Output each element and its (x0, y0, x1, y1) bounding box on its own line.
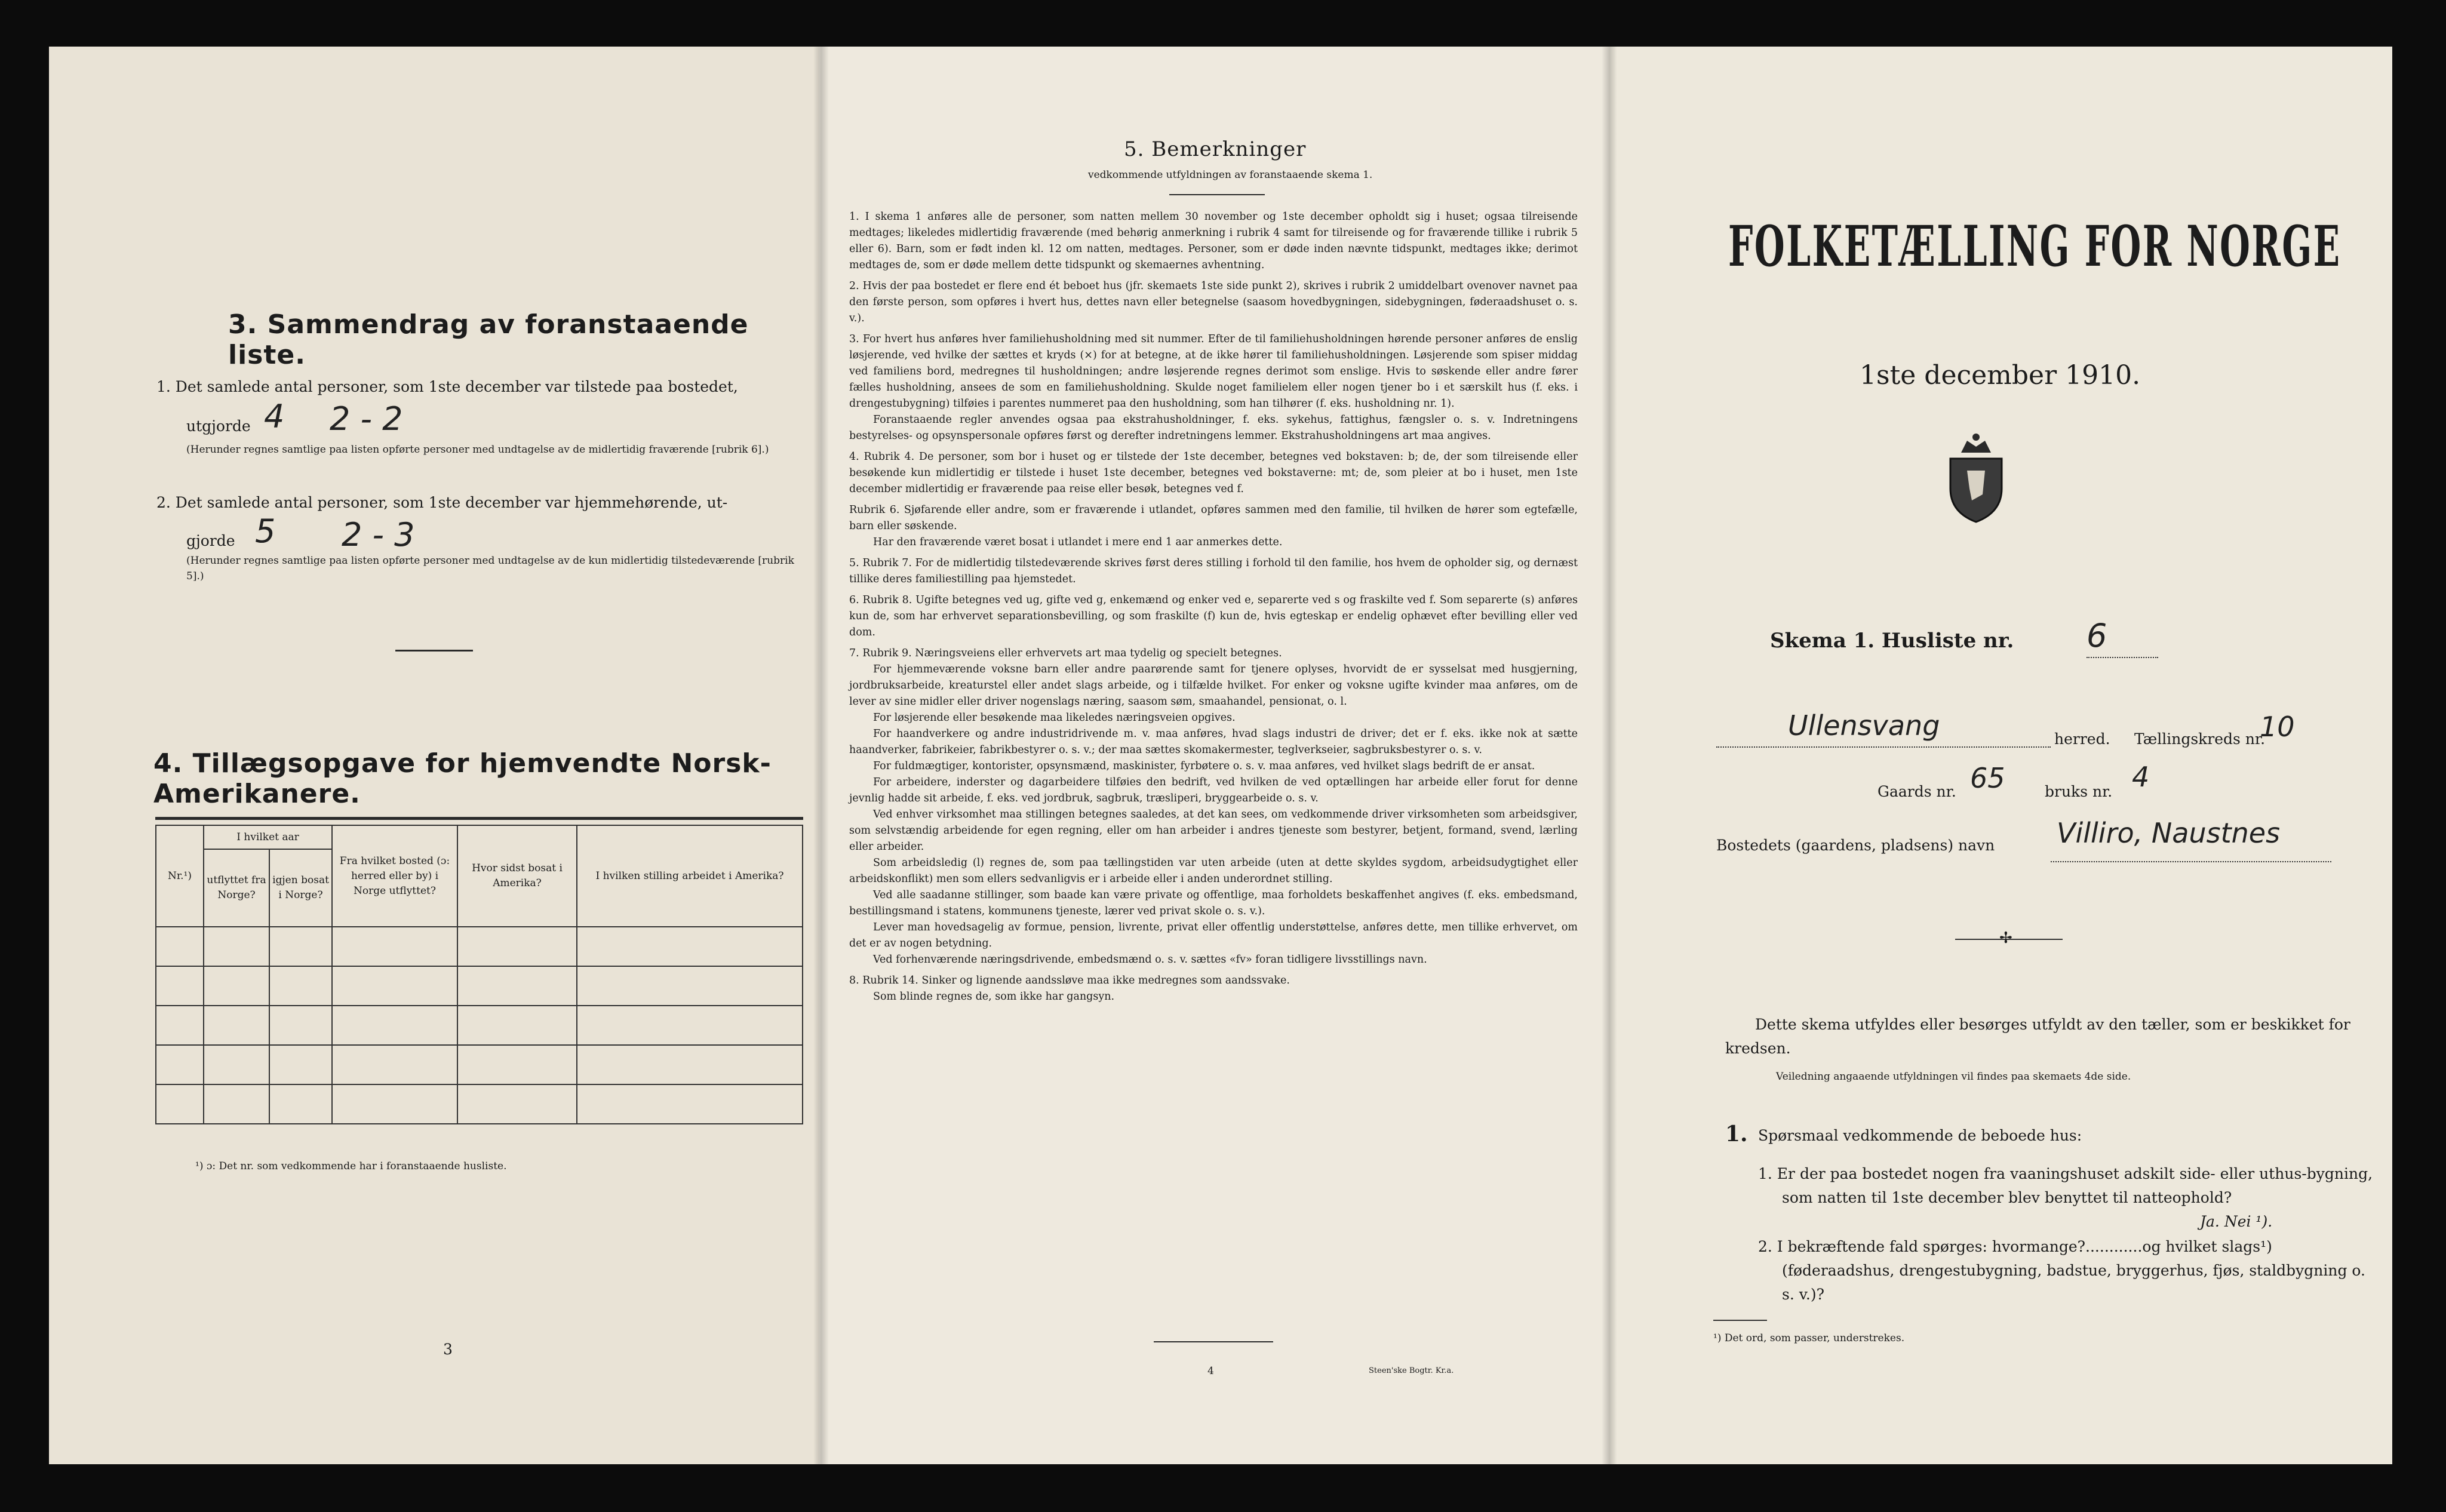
husliste-nr: 6 (2087, 617, 2107, 654)
table-row (156, 966, 803, 1006)
bosted-label: Bostedets (gaardens, pladsens) navn (1716, 837, 1995, 854)
remark-7c: For løsjerende eller besøkende maa likeledes næringsveien opgives. (873, 712, 1236, 724)
herred-line (1716, 746, 2051, 748)
remark-6: 6. Rubrik 8. Ugifte betegnes ved ug, gifte ved g, enkemænd og enker ved e, separerte ved s og fraskilte ved f. Som separerte (s) anføres kun de, som har erhvervet separationsbevilling, og som fraskilte (f) kun de, hvis egteskap er endelig ophævet efter bevilling eller ved dom. (849, 594, 1578, 638)
remark-7d: For haandverkere og andre industridrivende m. v. maa anføres, hvad slags industri de driver; det er f. eks. ikke nok at sætte haandverker, fabrikeier, fabrikbestyrer o. s. v.; der maa sættes skomakermester, teglverkseier, sagbruksbestyrer o. s. v. (849, 728, 1578, 756)
page-fold (813, 47, 829, 1464)
skema-label: Skema 1. Husliste nr. (1770, 629, 2014, 653)
remarks-heading: 5. Bemerkninger (1124, 137, 1307, 161)
bruks-label: bruks nr. (2045, 783, 2113, 800)
kreds-nr: 10 (2260, 711, 2295, 743)
section3-title: 3. Sammendrag av foranstaaende liste. (228, 309, 749, 370)
table-row (156, 1006, 803, 1045)
remark-5: 5. Rubrik 7. For de midlertidig tilstedeværende skrives først deres stilling i forhold til den familie, hos hvem de opholder sig, og dernæst tillike deres familiestilling paa hjemstedet. (849, 557, 1578, 585)
kreds-label: Tællingskreds nr. (2134, 730, 2266, 748)
question-2: 2. I bekræftende fald spørges: hvormange?............og hvilket slags¹) (føderaadshus, drengestubygning, badstue, bryggerhus, fjøs, staldbygning o. s. v.)? (1758, 1238, 2365, 1303)
item1-note: (Herunder regnes samtlige paa listen opførte personer med undtagelse av de midlertidig fraværende [rubrik 6].) (186, 444, 769, 456)
herred-label: herred. (2054, 730, 2110, 748)
question-1-answer: Ja. Nei ¹). (2200, 1213, 2273, 1230)
coat-of-arms-icon (1943, 429, 2009, 524)
remark-7b: For hjemmeværende voksne barn eller andre paarørende samt for tjenere oplyses, hvorvidt de er sysselsat med husgjerning, jordbruksarbeide, kreaturstel eller andet slags arbeide, og i tilfælde hvilket. For enker og voksne ugifte kvinder maa anføres, om de lever av sine midler eller driver nogenslags næring, saasom søm, smaahandel, pensionat, o. l. (849, 663, 1578, 708)
husliste-line (2087, 657, 2158, 658)
item2-note: (Herunder regnes samtlige paa listen opførte personer med undtagelse av de kun midlertidig tilstedeværende [rubrik 5].) (186, 555, 794, 582)
gaards-nr: 65 (1970, 762, 2005, 794)
table-top-rule (155, 817, 803, 820)
remark-1: 1. I skema 1 anføres alle de personer, som natten mellem 30 november og 1ste december opholdt sig i huset; ogsaa tilreisende medtages; likeledes midlertidig fraværende (med behørig anmerkning i rubrik 4 samt for tilreisende og for fraværende tillike i rubrik 5 eller 6). Barn, som er født inden kl. 12 om natten, medtages. Personer, som er døde inden nævnte tidspunkt, medtages ikke; derimot medtages de, som er døde mellem dette tidspunkt og skemaernes avhentning. (849, 211, 1578, 271)
remark-7: 7. Rubrik 9. Næringsveiens eller erhvervets art maa tydelig og specielt betegnes. (849, 647, 1282, 659)
remark-4b: Rubrik 6. Sjøfarende eller andre, som er fraværende i utlandet, opføres sammen med den familie, til hvilken de hører som egtefælle, barn eller søskende. (849, 504, 1578, 532)
remark-4c: Har den fraværende været bosat i utlandet i mere end 1 aar anmerkes dette. (873, 536, 1283, 548)
col-group: I hvilket aar (204, 825, 332, 849)
remark-3: 3. For hvert hus anføres hver familiehusholdning med sit nummer. Efter de til familiehusholdningen hørende personer anføres de enslig løsjerende, ved hvilke der sættes et kryds (×) for at betegne, at de ikke hører til familiehusholdningen. Løsjerende som spiser middag ved familiens bord, medregnes til husholdningen; andre løsjerende regnes derimot som enslige. Hvis to søskende eller andre fører fælles husholdning, ansees de som en familiehusholdning. Skulde noget familielem eller nogen tjener bo i et særskilt hus (f. eks. i drengestubygning) tilføies i parentes nummeret paa den husholdning, som han tilhører (f. eks. husholdning nr. 1). (849, 333, 1578, 410)
right-page (1609, 47, 2392, 1464)
remark-7k: Ved forhenværende næringsdrivende, embedsmænd o. s. v. sættes «fv» foran tidligere livsstillings navn. (873, 954, 1427, 966)
remark-2: 2. Hvis der paa bostedet er flere end ét beboet hus (jfr. skemaets 1ste side punkt 2), skrives i rubrik 2 umiddelbart ovenover navnet paa den første person, som opføres i hvert hus, dettes navn eller betegnelse (saasom hovedbygningen, sidebygningen, føderaadshuset o. s. v.). (849, 280, 1578, 324)
census-title: FOLKETÆLLING FOR NORGE (1728, 214, 2341, 279)
item1-hand: 2 - 2 (330, 400, 403, 438)
footnote: ¹) ɔ: Det nr. som vedkommende har i foranstaaende husliste. (195, 1160, 507, 1172)
veiledning-text: Veiledning angaaende utfyldningen vil findes paa skemaets 4de side. (1776, 1071, 2131, 1083)
remarks-body (849, 209, 1578, 1005)
col-stilling: I hvilken stilling arbeidet i Amerika? (577, 825, 803, 927)
remarks-subheading: vedkommende utfyldningen av foranstaaende skema 1. (1088, 169, 1373, 181)
bosted-line (2051, 861, 2331, 862)
remark-8: 8. Rubrik 14. Sinker og lignende aandssløve maa ikke medregnes som aandssvake. (849, 975, 1290, 987)
instructions-text: Dette skema utfyldes eller besørges utfyldt av den tæller, som er beskikket for kredsen. (1725, 1016, 2350, 1057)
end-rule (1154, 1341, 1273, 1342)
item2-value: 5 (255, 512, 276, 550)
question-1: 1. Er der paa bostedet nogen fra vaaningshuset adskilt side- eller uthus-bygning, som natten til 1ste december blev benyttet til natteophold? (1758, 1165, 2373, 1206)
table-row (156, 1045, 803, 1084)
table-row (156, 1084, 803, 1124)
page-number: 3 (443, 1341, 453, 1358)
census-date: 1ste december 1910. (1860, 360, 2141, 391)
remark-7e: For fuldmægtiger, kontorister, opsynsmænd, maskinister, fyrbøtere o. s. v. maa anføres, ved hvilket slags bedrift de er ansat. (873, 760, 1535, 772)
col-igjen: igjen bosat i Norge? (269, 849, 332, 927)
divider (395, 650, 473, 651)
herred-hand: Ullensvang (1788, 709, 1940, 742)
page-fold (1602, 47, 1617, 1464)
middle-page (819, 47, 1609, 1464)
remark-7g: Ved enhver virksomhet maa stillingen betegnes saaledes, at det kan sees, om vedkommende driver virksomheten som arbeidsgiver, som selvstændig arbeidende for egen regning, eller om han arbeider i andres tjeneste som bestyrer, betjent, formand, svend, lærling eller arbeider. (849, 809, 1578, 853)
remark-7f: For arbeidere, inderster og dagarbeidere tilføies den bedrift, ved hvilken de ved optællingen har arbeide eller forut for denne jevnlig hadde sit arbeide, f. eks. ved jordbruk, sagbruk, træsliperi, bryggearbeide o. s. v. (849, 776, 1578, 804)
section4-title: 4. Tillægsopgave for hjemvendte Norsk-Amerikanere. (153, 748, 772, 809)
q-heading: Spørsmaal vedkommende de beboede hus: (1758, 1127, 2082, 1144)
item1-prefix: utgjorde (186, 417, 251, 435)
printer-mark: Steen'ske Bogtr. Kr.a. (1369, 1366, 1454, 1375)
remark-4: 4. Rubrik 4. De personer, som bor i huset og er tilstede der 1ste december, betegnes ved bokstaven: b; de, der som tilreisende eller besøkende kun midlertidig er tilstede i huset 1ste december, betegnes ved bokstaverne: mt; de, som pleier at bo i huset, men 1ste december midlertidig er fraværende paa reise eller besøk, betegnes ved f. (849, 451, 1578, 495)
footnote-rule (1713, 1320, 1767, 1321)
left-page (49, 47, 819, 1464)
gaards-label: Gaards nr. (1877, 783, 1956, 800)
bosted-value: Villiro, Naustnes (2057, 817, 2281, 849)
remark-3b: Foranstaaende regler anvendes ogsaa paa ekstrahusholdninger, f. eks. sykehus, fattighus, fængsler o. s. v. Indretningens bestyrelses- og opsynspersonale opføres først og derefter indretningens lemmer. Ekstrahusholdningens art maa angives. (849, 414, 1578, 442)
item1-value: 4 (264, 398, 285, 435)
remark-7i: Ved alle saadanne stillinger, som baade kan være private og offentlige, maa forholdets beskaffenhet angives (f. eks. embedsmand, bestillingsmand i statens, kommunens tjeneste, lærer ved privat skole o. s. v.). (849, 889, 1578, 917)
ornament-icon: ✢ (1999, 929, 2012, 947)
col-nr: Nr.¹) (156, 825, 204, 927)
col-fra: Fra hvilket bosted (ɔ: herred eller by) i Norge utflyttet? (332, 825, 457, 927)
remark-7h: Som arbeidsledig (l) regnes de, som paa tællingstiden var uten arbeide (uten at dette skyldes sygdom, arbeidsudygtighet eller arbeidskonflikt) men som ellers sedvanligvis er i arbeide eller i anden underordnet stilling. (849, 857, 1578, 885)
bruks-nr: 4 (2132, 761, 2150, 793)
item2-hand: 2 - 3 (342, 516, 415, 554)
footnote: ¹) Det ord, som passer, understrekes. (1713, 1332, 1905, 1344)
heading-rule (1169, 194, 1265, 195)
col-hvor: Hvor sidst bosat i Amerika? (457, 825, 577, 927)
item2-text: 2. Det samlede antal personer, som 1ste december var hjemmehørende, ut- (156, 494, 728, 511)
page-number: 4 (1207, 1365, 1214, 1377)
remark-7j: Lever man hovedsagelig av formue, pension, livrente, privat eller offentlig understøttelse, anføres dette, men tillike erhvervet, om det er av nogen betydning. (849, 921, 1578, 949)
norsk-amerikanere-table (155, 825, 803, 1124)
table-row (156, 927, 803, 966)
col-utflyttet: utflyttet fra Norge? (204, 849, 269, 927)
q-heading-num: 1. (1725, 1121, 1748, 1147)
item2-prefix: gjorde (186, 532, 235, 549)
remark-8b: Som blinde regnes de, som ikke har gangsyn. (873, 991, 1115, 1003)
item1-text: 1. Det samlede antal personer, som 1ste december var tilstede paa bostedet, (156, 378, 738, 395)
